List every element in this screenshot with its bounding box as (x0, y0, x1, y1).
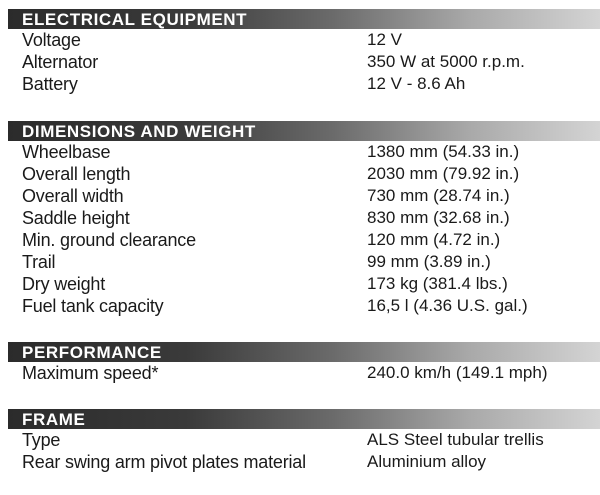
section-title: ELECTRICAL EQUIPMENT (22, 10, 248, 29)
spec-label: Wheelbase (22, 142, 111, 162)
spec-label: Overall length (22, 164, 131, 184)
spec-row-wheelbase (8, 141, 600, 163)
section-title: FRAME (22, 410, 86, 429)
spec-label: Trail (22, 252, 56, 272)
spec-value: Aluminium alloy (367, 452, 487, 471)
spec-row-saddle-height (8, 207, 600, 229)
spec-row-dry-weight (8, 273, 600, 295)
spec-row-maximum-speed (8, 362, 600, 384)
spec-label: Battery (22, 74, 78, 94)
spec-label: Voltage (22, 30, 81, 50)
spec-value: 173 kg (381.4 lbs.) (367, 274, 508, 293)
section-header-bar (8, 342, 600, 362)
spec-label: Fuel tank capacity (22, 296, 164, 316)
spec-row-battery (8, 73, 600, 95)
spec-row-pivot-plates-material (8, 451, 600, 473)
spec-value: 12 V - 8.6 Ah (367, 74, 466, 93)
spec-row-type (8, 429, 600, 451)
spec-label: Min. ground clearance (22, 230, 196, 250)
spec-row-fuel-tank-capacity (8, 295, 600, 317)
section-header-bar (8, 121, 600, 141)
spec-label: Overall width (22, 186, 124, 206)
spec-label: Type (22, 430, 61, 450)
spec-label: Alternator (22, 52, 99, 72)
spec-label: Saddle height (22, 208, 130, 228)
spec-label: Maximum speed* (22, 363, 159, 383)
spec-row-voltage (8, 29, 600, 51)
section-performance (8, 342, 600, 384)
spec-value: 240.0 km/h (149.1 mph) (367, 363, 548, 382)
spec-row-min-ground-clearance (8, 229, 600, 251)
section-frame (8, 409, 600, 473)
spec-value: 16,5 l (4.36 U.S. gal.) (367, 296, 528, 315)
spec-label: Dry weight (22, 274, 106, 294)
section-title: DIMENSIONS AND WEIGHT (22, 122, 256, 141)
spec-row-alternator (8, 51, 600, 73)
spec-value: 1380 mm (54.33 in.) (367, 142, 520, 161)
spec-row-overall-width (8, 185, 600, 207)
section-title: PERFORMANCE (22, 343, 162, 362)
spec-value: 2030 mm (79.92 in.) (367, 164, 520, 183)
spec-value: 99 mm (3.89 in.) (367, 252, 491, 271)
spec-value: ALS Steel tubular trellis (367, 430, 544, 449)
section-header-bar (8, 409, 600, 429)
section-dimensions-and-weight (8, 121, 600, 317)
spec-value: 830 mm (32.68 in.) (367, 208, 510, 227)
section-electrical-equipment (8, 9, 600, 95)
spec-value: 350 W at 5000 r.p.m. (367, 52, 525, 71)
spec-row-overall-length (8, 163, 600, 185)
spec-row-trail (8, 251, 600, 273)
spec-value: 730 mm (28.74 in.) (367, 186, 510, 205)
spec-value: 12 V (367, 30, 402, 49)
section-header-bar (8, 9, 600, 29)
spec-label: Rear swing arm pivot plates material (22, 452, 306, 472)
spec-value: 120 mm (4.72 in.) (367, 230, 501, 249)
